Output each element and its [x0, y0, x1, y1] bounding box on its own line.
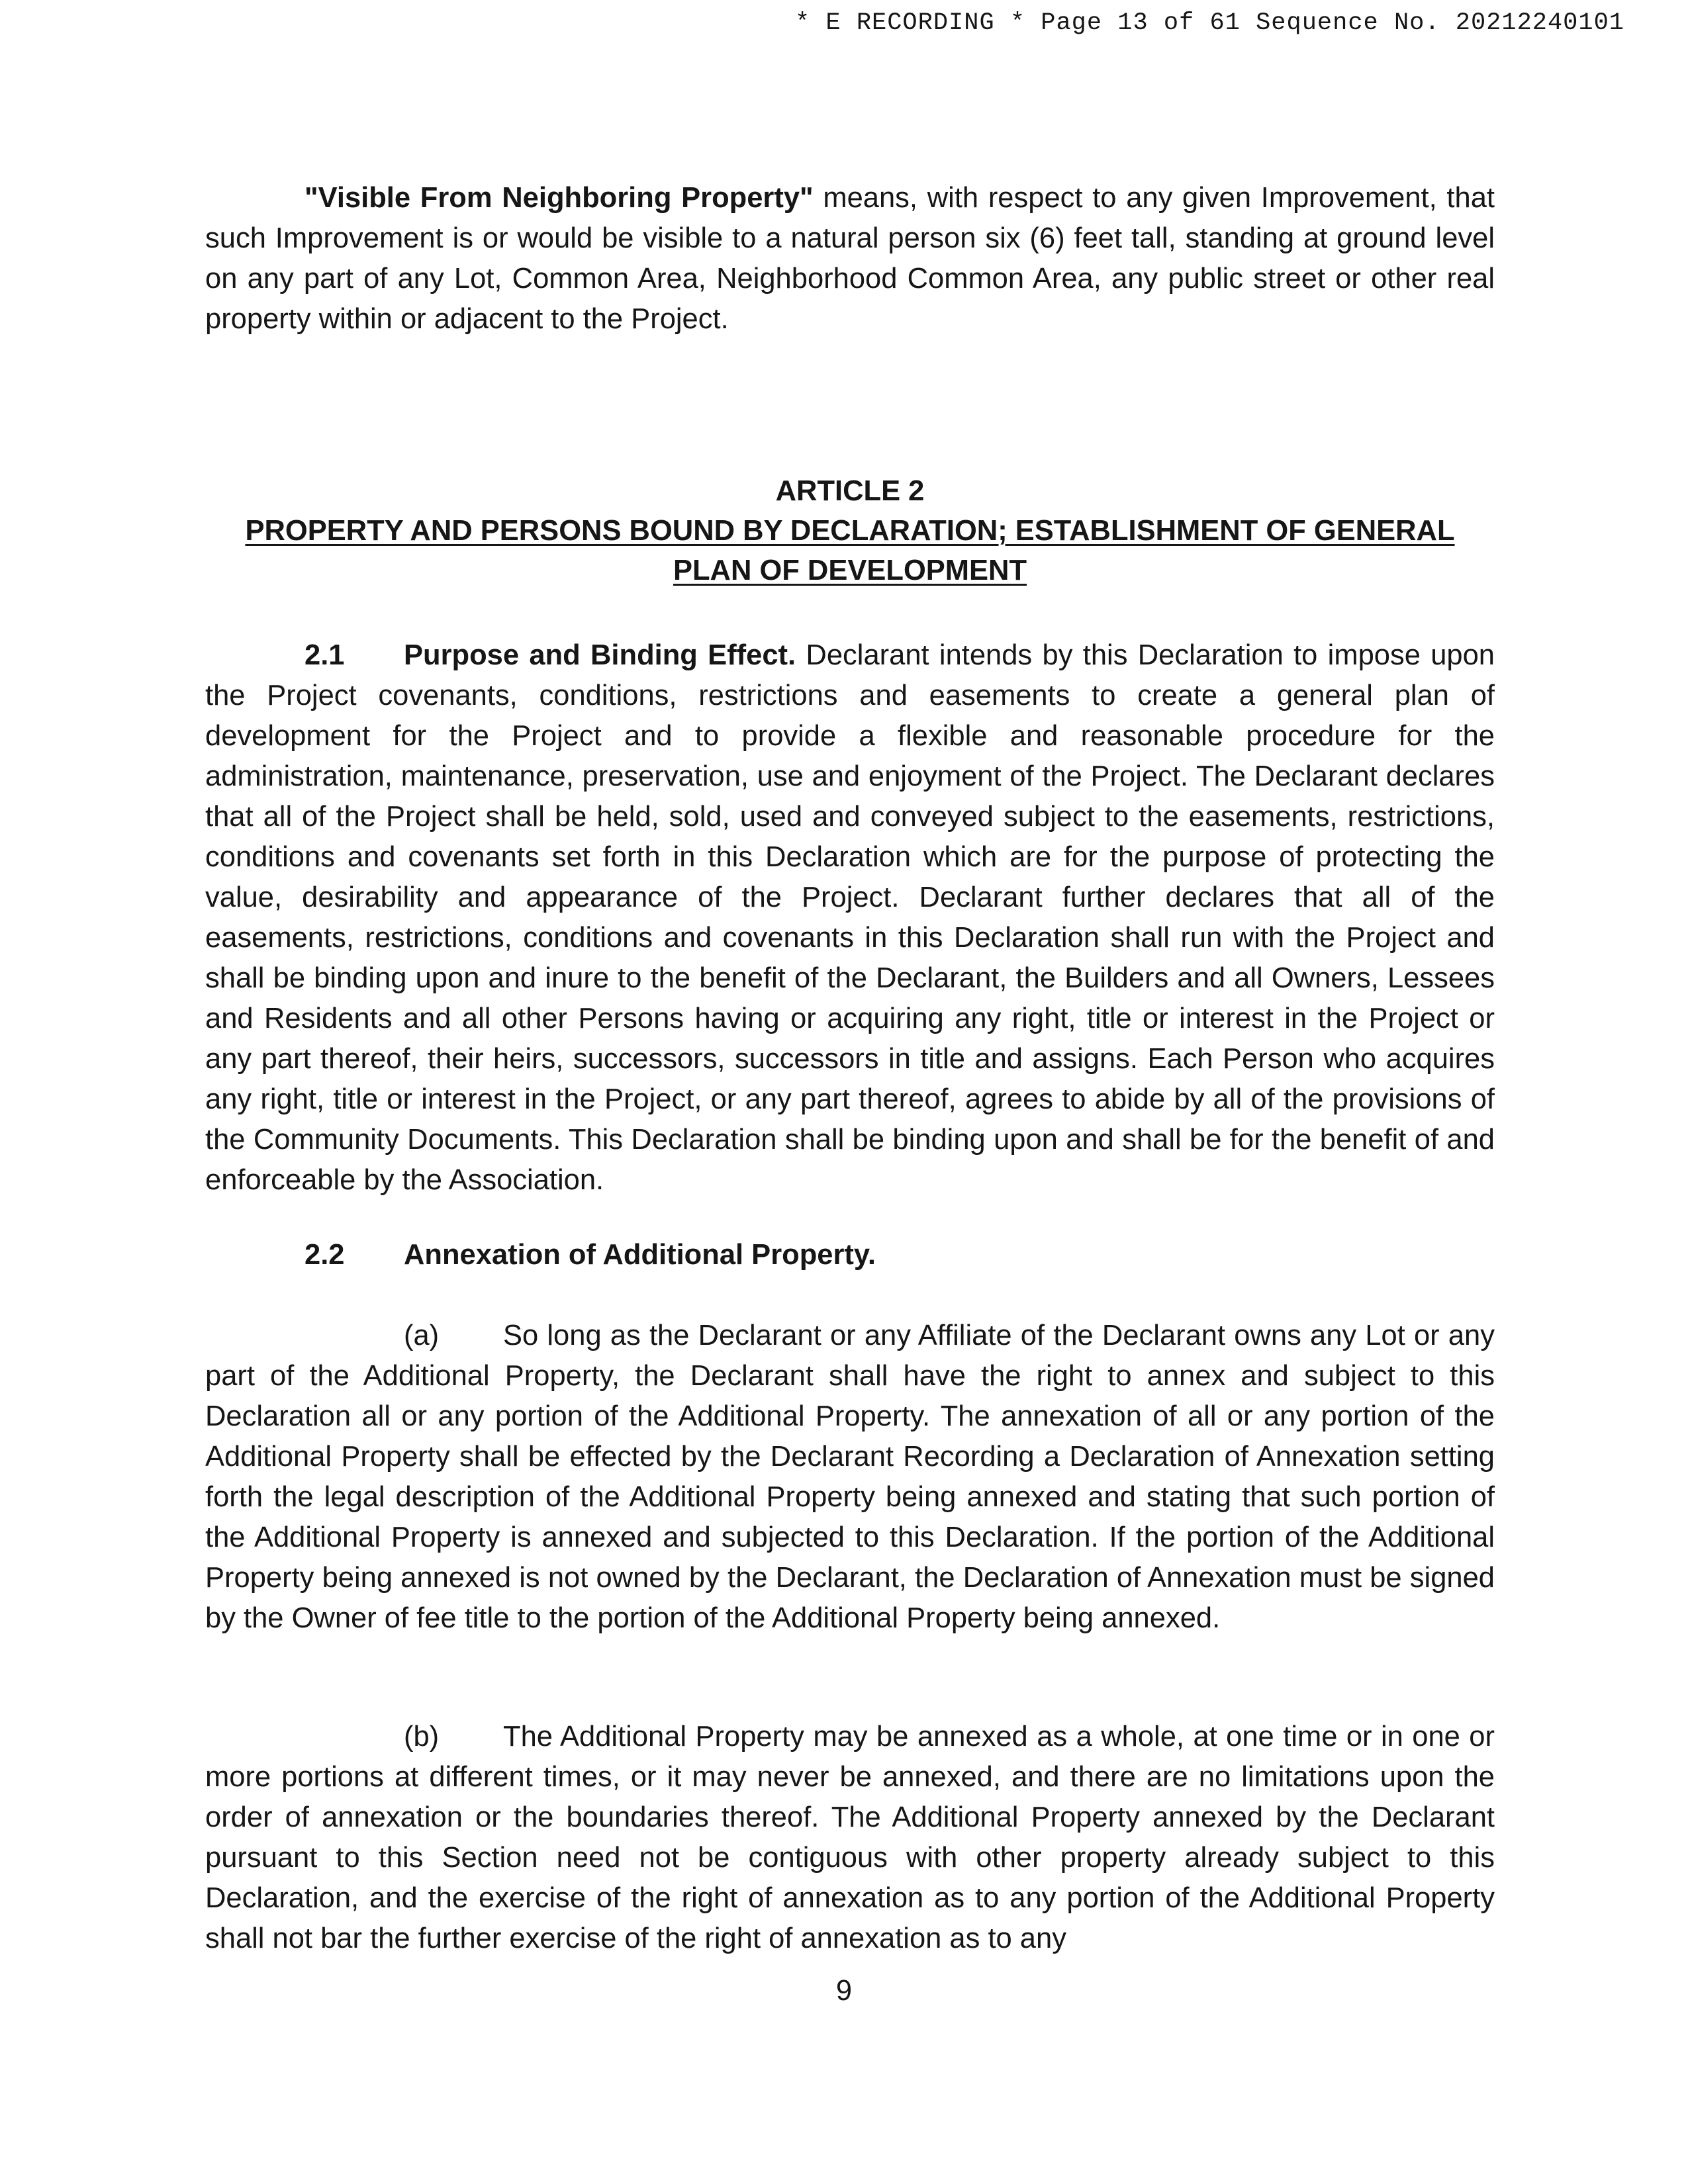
page-number: 9	[835, 1975, 853, 2007]
article-label: ARTICLE 2	[775, 475, 925, 507]
recording-header: * E RECORDING * Page 13 of 61 Sequence No. 20212240101	[795, 9, 1624, 37]
section-2-1-number: 2.1	[305, 639, 345, 671]
section-2-1-text: Declarant intends by this Declaration to impose upon the Project covenants, conditions, restrictions and easements to create a general plan of development for the Project and to provide a flexible and reasonable procedure for the administration, maintenance, preservation, use and enjoyment of the Project. The Declarant declares that all of the Project shall be held, sold, used and conveyed subject to the easements, restrictions, conditions and covenants set forth in this Declaration which are for the purpose of protecting the value, desirability and appearance of the Project. Declarant further declares that all of the easements, restrictions, conditions and covenants in this Declaration shall run with the Project and shall be binding upon and inure to the benefit of the Declarant, the Builders and all Owners, Lessees and Residents and all other Persons having or acquiring any right, title or interest in the Project or any part thereof, their heirs, successors, successors in title and assigns. Each Person who acquires any right, title or interest in the Project, or any part thereof, agrees to abide by all of the provisions of the Community Documents. This Declaration shall be binding upon and shall be for the benefit of and enforceable by the Association.	[205, 639, 1495, 1196]
section-2-2-a-label: (a)	[404, 1320, 440, 1351]
definition-term: "Visible From Neighboring Property"	[305, 182, 814, 214]
definition-paragraph	[205, 178, 1495, 340]
article-title: PROPERTY AND PERSONS BOUND BY DECLARATION; ESTABLISHMENT OF GENERAL PLAN OF DEVELOPMENT	[245, 515, 1455, 586]
section-2-2-b-text: The Additional Property may be annexed as a whole, at one time or in one or more portions at different times, or it may never be annexed, and there are no limitations upon the order of annexation or the boundaries thereof. The Additional Property annexed by the Declarant pursuant to this Section need not be contiguous with other property already subject to this Declaration, and the exercise of the right of annexation as to any portion of the Additional Property shall not bar the further exercise of the right of annexation as to any	[205, 1721, 1495, 1954]
definition-text: means, with respect to any given Improvement, that such Improvement is or would be visible to a natural person six (6) feet tall, standing at ground level on any part of any Lot, Common Area, Neighborhood Common Area, any public street or other real property within or adjacent to the Project.	[205, 182, 1495, 335]
section-2-2-a-paragraph	[205, 1316, 1495, 1639]
section-2-2-a-text: So long as the Declarant or any Affiliate of the Declarant owns any Lot or any part of the Additional Property, the Declarant shall have the right to annex and subject to this Declaration all or any portion of the Additional Property. The annexation of all or any portion of the Additional Property shall be effected by the Declarant Recording a Declaration of Annexation setting forth the legal description of the Additional Property being annexed and stating that such portion of the Additional Property is annexed and subjected to this Declaration. If the portion of the Additional Property being annexed is not owned by the Declarant, the Declaration of Annexation must be signed by the Owner of fee title to the portion of the Additional Property being annexed.	[205, 1320, 1495, 1634]
section-2-2-number: 2.2	[305, 1239, 345, 1271]
section-2-2-b-paragraph	[205, 1717, 1495, 1959]
section-2-1-paragraph	[205, 635, 1495, 1201]
section-2-1-heading: Purpose and Binding Effect.	[404, 639, 796, 671]
section-2-2-heading-line	[305, 1235, 876, 1275]
section-2-2-b-label: (b)	[404, 1721, 440, 1752]
section-2-2-heading: Annexation of Additional Property.	[404, 1239, 876, 1271]
article-heading	[205, 471, 1495, 590]
